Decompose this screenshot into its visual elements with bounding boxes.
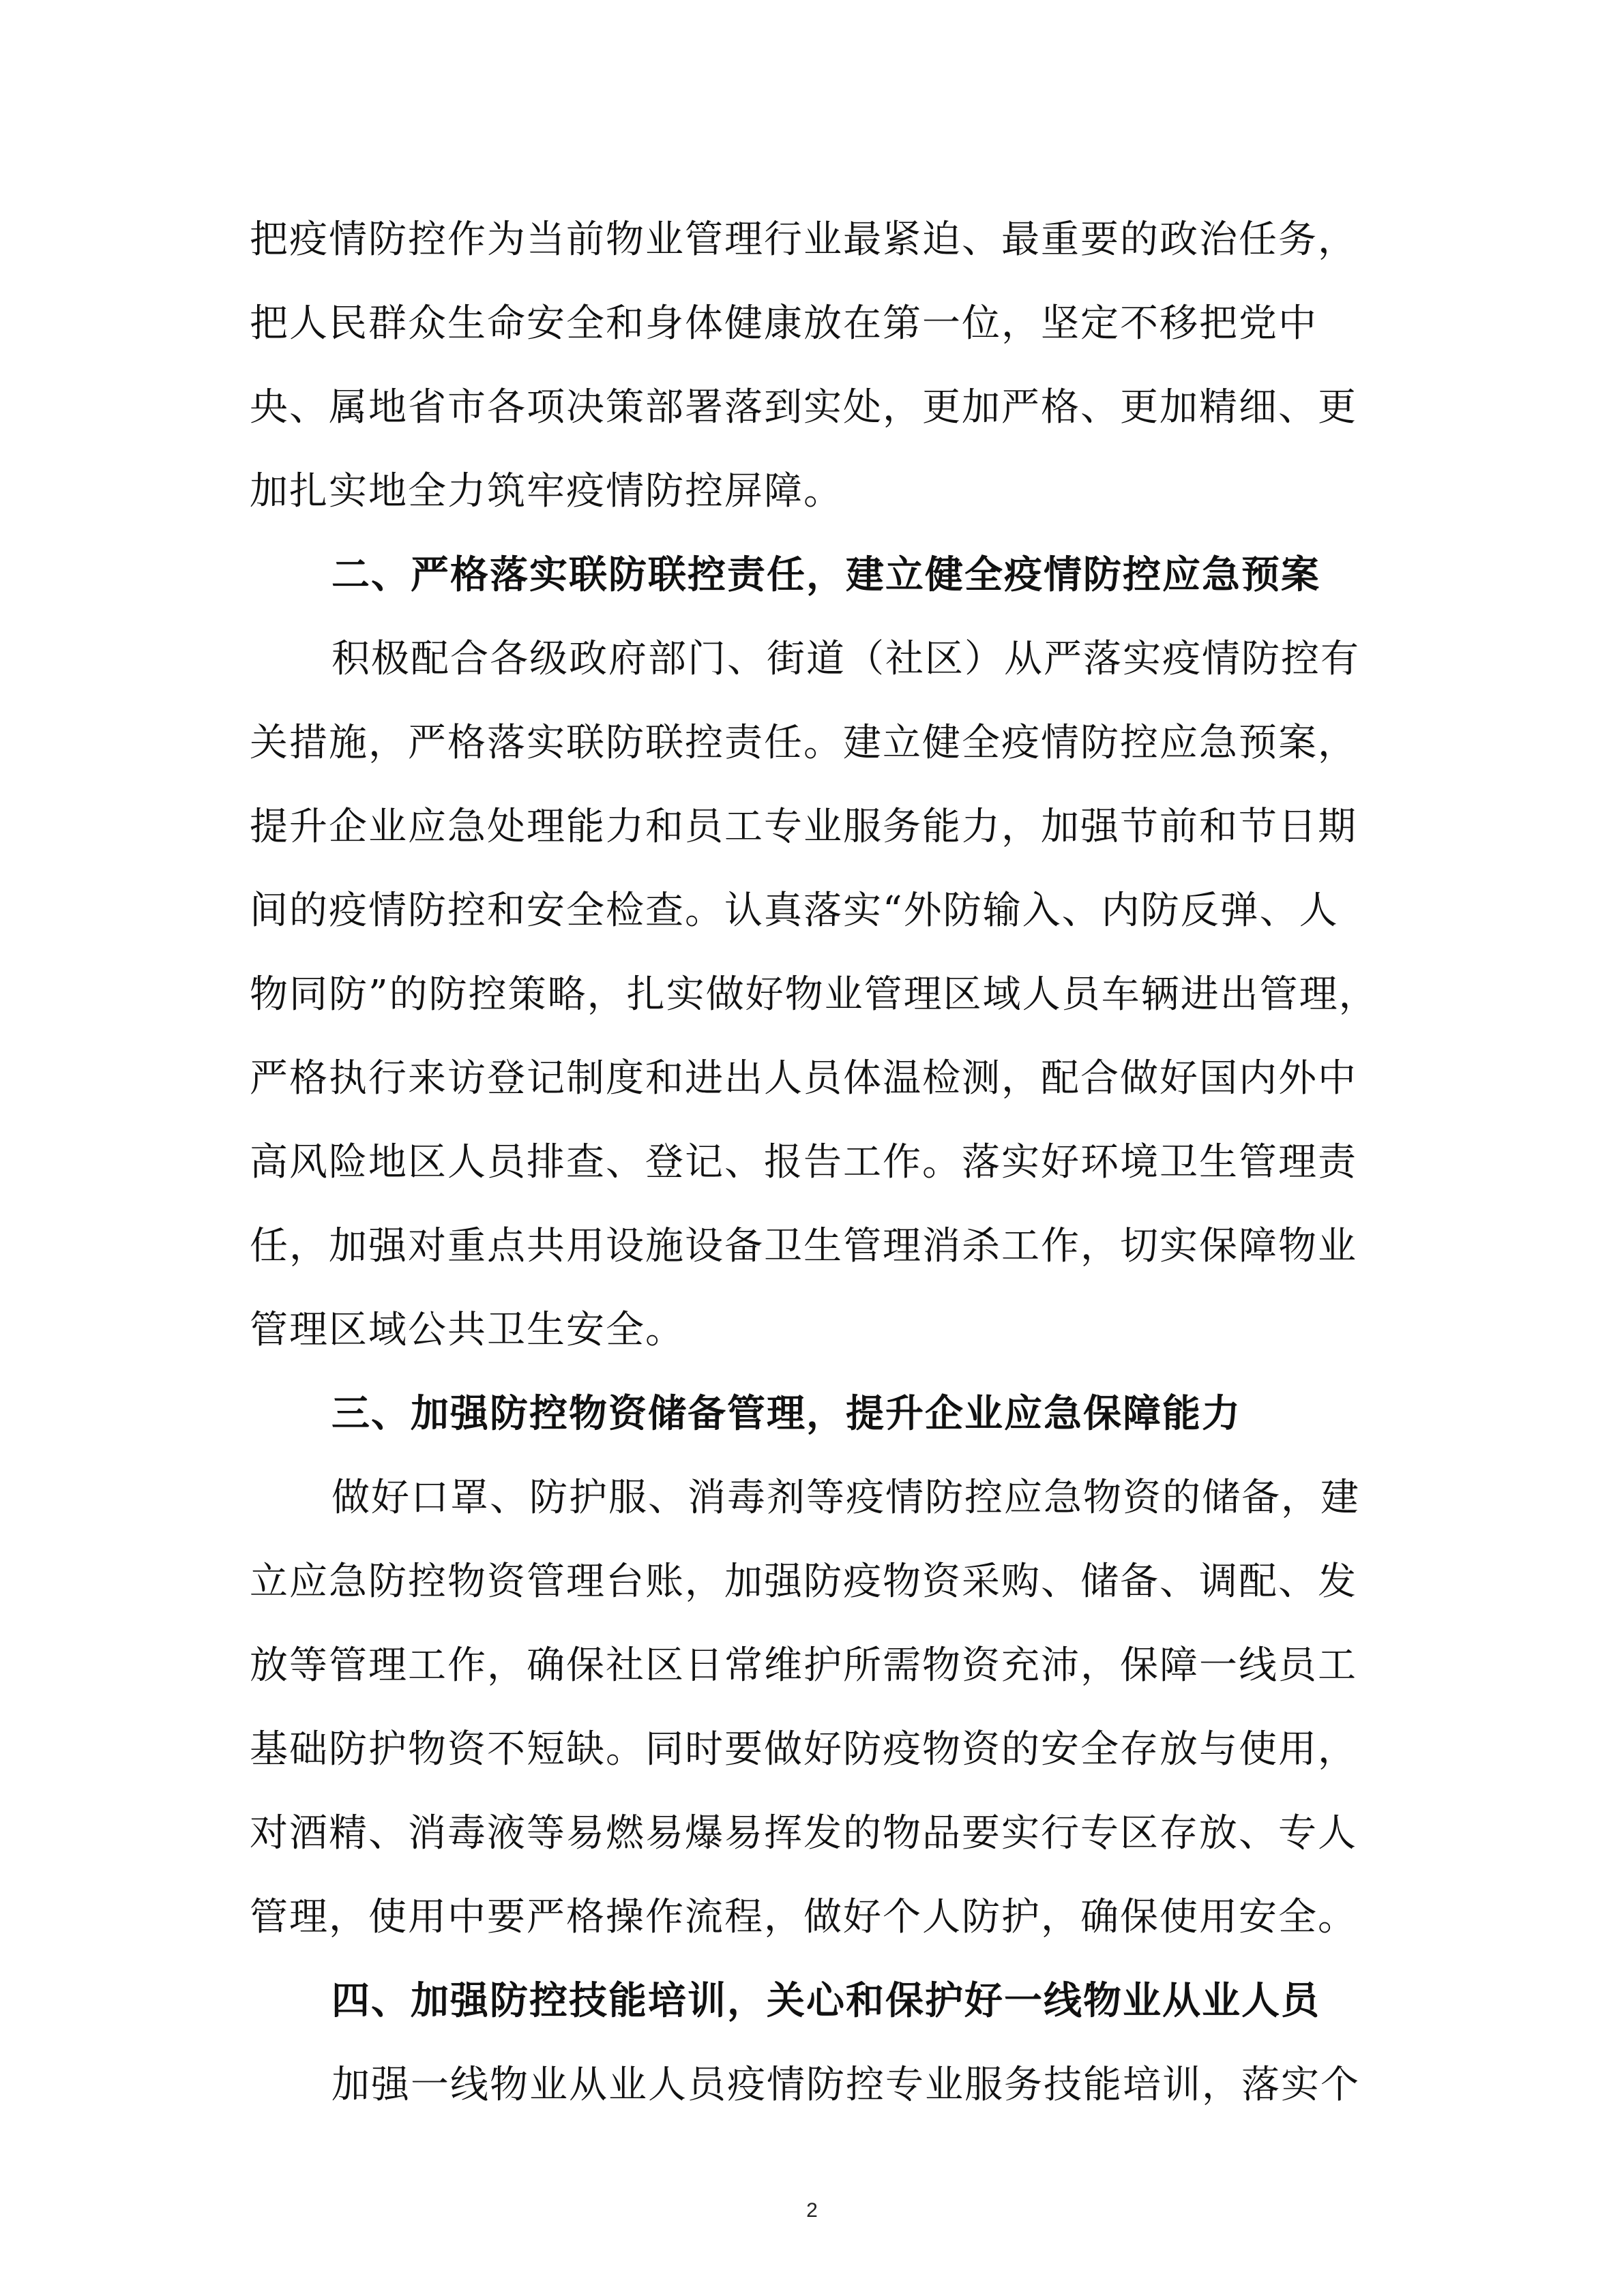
paragraph-line: 管理，使用中要严格操作流程，做好个人防护，确保使用安全。 [250, 1895, 1357, 1939]
paragraph-line: 管理区域公共卫生安全。 [250, 1308, 685, 1352]
paragraph-line: 提升企业应急处理能力和员工专业服务能力，加强节前和节日期 [250, 805, 1357, 849]
paragraph-line: 央、属地省市各项决策部署落到实处，更加严格、更加精细、更 [250, 385, 1357, 430]
section-heading: 三、加强防控物资储备管理，提升企业应急保障能力 [331, 1391, 1241, 1436]
paragraph-line: 立应急防控物资管理台账，加强防疫物资采购、储备、调配、发 [250, 1560, 1357, 1604]
paragraph-line: 关措施，严格落实联防联控责任。建立健全疫情防控应急预案， [250, 721, 1357, 765]
body-text [250, 198, 1378, 2127]
paragraph-line: 加强一线物业从业人员疫情防控专业服务技能培训，落实个 [331, 2063, 1360, 2107]
paragraph-line: 积极配合各级政府部门、街道（社区）从严落实疫情防控有 [331, 637, 1360, 681]
paragraph-line: 对酒精、消毒液等易燃易爆易挥发的物品要实行专区存放、专人 [250, 1811, 1357, 1855]
paragraph-line: 任，加强对重点共用设施设备卫生管理消杀工作，切实保障物业 [250, 1224, 1357, 1268]
paragraph-line: 把人民群众生命安全和身体健康放在第一位，坚定不移把党中 [250, 301, 1318, 346]
paragraph-line: 物同防”的防控策略，扎实做好物业管理区域人员车辆进出管理， [250, 972, 1378, 1017]
paragraph-line: 间的疫情防控和安全检查。认真落实“外防输入、内防反弹、人 [250, 889, 1339, 933]
paragraph-line: 放等管理工作，确保社区日常维护所需物资充沛，保障一线员工 [250, 1643, 1357, 1688]
paragraph-line: 加扎实地全力筑牢疫情防控屏障。 [250, 469, 843, 513]
paragraph-line: 严格执行来访登记制度和进出人员体温检测，配合做好国内外中 [250, 1056, 1357, 1101]
paragraph-line: 基础防护物资不短缺。同时要做好防疫物资的安全存放与使用， [250, 1727, 1357, 1772]
page-number: 2 [806, 2199, 818, 2222]
section-heading: 二、严格落实联防联控责任，建立健全疫情防控应急预案 [331, 552, 1320, 597]
section-heading: 四、加强防控技能培训，关心和保护好一线物业从业人员 [331, 1978, 1320, 2023]
paragraph-line: 高风险地区人员排查、登记、报告工作。落实好环境卫生管理责 [250, 1140, 1357, 1184]
paragraph-line: 做好口罩、防护服、消毒剂等疫情防控应急物资的储备，建 [331, 1476, 1360, 1520]
paragraph-line: 把疫情防控作为当前物业管理行业最紧迫、最重要的政治任务， [250, 218, 1357, 262]
